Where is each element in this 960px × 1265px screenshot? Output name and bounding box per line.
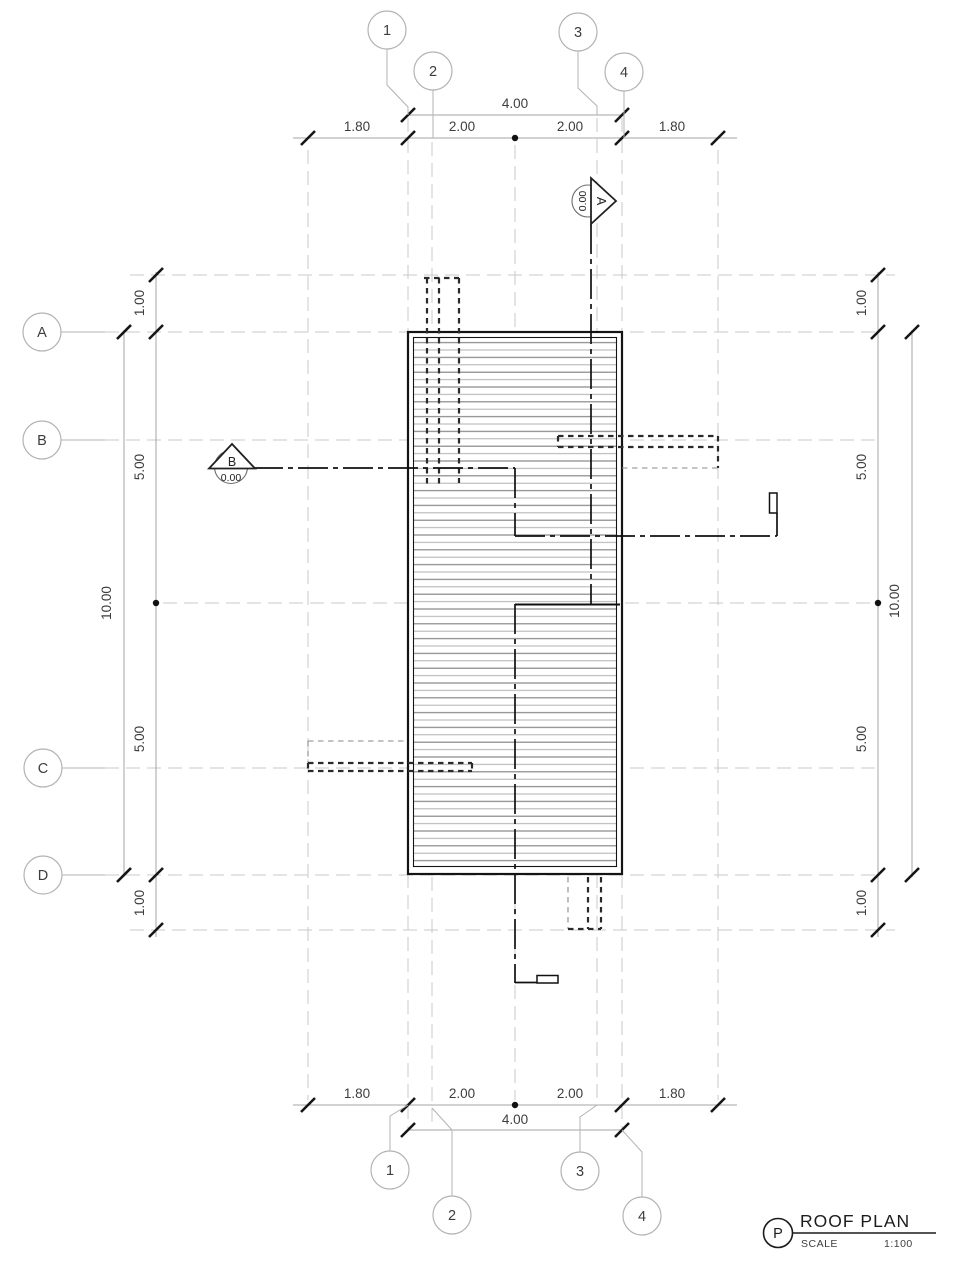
- dim-left-seg1: 1.00: [132, 289, 147, 317]
- dim-right-seg4: 1.00: [854, 889, 869, 917]
- section-a-end-flag: [537, 976, 558, 984]
- dim-left-total: 10.00: [99, 586, 114, 620]
- grid-label-1-bottom: 1: [385, 1163, 395, 1179]
- section-marker-b-level: 0.00: [220, 472, 242, 484]
- dim-left-seg2: 5.00: [132, 453, 147, 481]
- section-b-end-flag: [770, 493, 778, 513]
- dim-bottom-seg1: 1.80: [343, 1086, 371, 1101]
- dim-right-total: 10.00: [887, 584, 902, 618]
- grid-label-3-bottom: 3: [575, 1164, 585, 1180]
- dim-top-total: 4.00: [501, 96, 529, 111]
- dim-bottom-seg2: 2.00: [448, 1086, 476, 1101]
- grid-bubbles-left: [23, 313, 105, 894]
- grid-label-b: B: [37, 433, 47, 449]
- grid-label-2-bottom: 2: [447, 1208, 457, 1224]
- dim-bottom-seg4: 1.80: [658, 1086, 686, 1101]
- section-marker-a: [572, 178, 616, 224]
- grid-label-2-top: 2: [428, 64, 438, 80]
- grid-label-c: C: [37, 761, 49, 777]
- dim-left-seg4: 1.00: [132, 889, 147, 917]
- dim-bottom-seg3: 2.00: [556, 1086, 584, 1101]
- dim-right-seg3: 5.00: [854, 725, 869, 753]
- hidden-chimney-bottom: [568, 877, 601, 929]
- grid-bubbles-top: [368, 11, 643, 138]
- dim-top-seg2: 2.00: [448, 119, 476, 134]
- dim-top-seg3: 2.00: [556, 119, 584, 134]
- dim-left: [99, 268, 163, 937]
- dim-top: [293, 96, 737, 145]
- section-marker-a-level: 0.00: [577, 190, 589, 212]
- drawing-title: ROOF PLAN: [800, 1211, 911, 1231]
- section-marker-b-label: B: [227, 455, 237, 469]
- grid-label-4-bottom: 4: [637, 1209, 647, 1225]
- scale-label: SCALE: [801, 1238, 838, 1250]
- grid-label-4-top: 4: [619, 65, 629, 81]
- grid-label-3-top: 3: [573, 25, 583, 41]
- dim-top-seg4: 1.80: [658, 119, 686, 134]
- dim-bottom-total: 4.00: [501, 1112, 529, 1127]
- title-block-tag: P: [773, 1226, 783, 1242]
- title-block: [764, 1211, 937, 1250]
- dim-right-seg2: 5.00: [854, 453, 869, 481]
- section-marker-b: [209, 444, 255, 484]
- dim-top-seg1: 1.80: [343, 119, 371, 134]
- section-marker-a-label: A: [594, 196, 608, 206]
- dim-left-seg3: 5.00: [132, 725, 147, 753]
- grid-label-d: D: [37, 868, 49, 884]
- scale-value: 1:100: [884, 1238, 913, 1250]
- dim-right-seg1: 1.00: [854, 289, 869, 317]
- grid-label-a: A: [37, 325, 47, 341]
- grid-label-1-top: 1: [382, 23, 392, 39]
